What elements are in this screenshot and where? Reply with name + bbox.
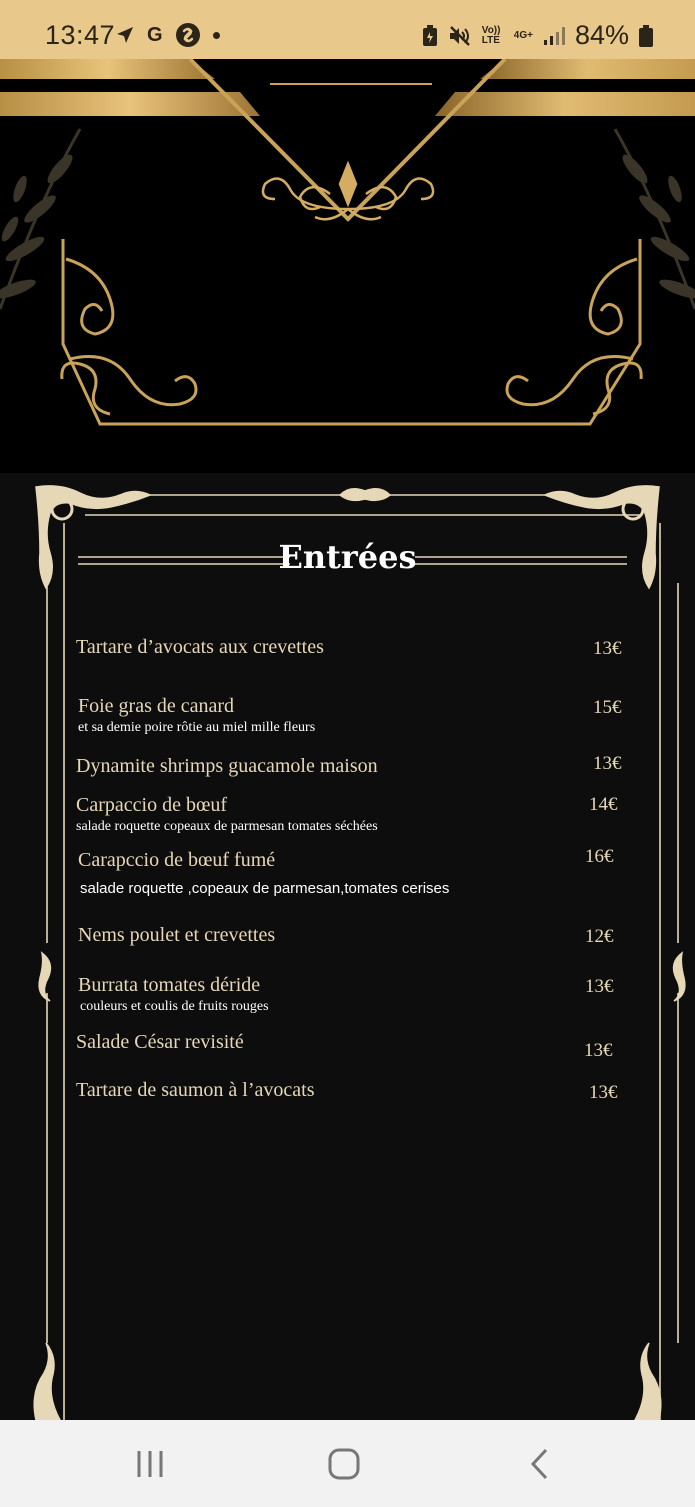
menu-item-price: 16€: [585, 846, 614, 867]
menu-item-price: 13€: [593, 753, 622, 774]
menu-item: [76, 794, 378, 835]
menu-item-description: couleurs et coulis de fruits rouges: [80, 999, 269, 1014]
menu-item: [76, 1031, 244, 1054]
status-time: 13:47: [45, 20, 116, 50]
menu-item-price: 13€: [589, 1082, 618, 1103]
status-bar: [0, 0, 695, 59]
menu-item-name: Burrata tomates déride: [78, 974, 261, 996]
home-button[interactable]: [314, 1440, 374, 1488]
menu-item: [76, 636, 324, 659]
menu-item-price: 15€: [593, 697, 622, 718]
menu-item-description: salade roquette ,copeaux de parmesan,tomates cerises: [80, 880, 450, 897]
menu-item-name: Carapccio de bœuf fumé: [78, 849, 276, 871]
menu-item: [78, 695, 315, 736]
home-icon: [328, 1448, 360, 1480]
header-ornament-graphic: [0, 59, 695, 473]
location-arrow-icon: [115, 25, 135, 45]
notification-dot: [213, 32, 220, 39]
menu-item: [78, 849, 449, 897]
back-button[interactable]: [510, 1440, 570, 1488]
volte-label: Vo)) LTE: [481, 24, 501, 46]
menu-item-price: 12€: [585, 926, 614, 947]
menu-item-description: salade roquette copeaux de parmesan tomates séchées: [76, 819, 378, 834]
menu-item-name: Nems poulet et crevettes: [78, 924, 276, 946]
network-label: 4G+: [513, 29, 533, 41]
menu-item: [76, 1079, 315, 1102]
back-icon: [528, 1448, 552, 1480]
menu-item-name: Carpaccio de bœuf: [76, 794, 228, 816]
shazam-icon: [175, 22, 201, 48]
carrier-badge: G: [147, 23, 163, 46]
menu-section-title: Entrées: [278, 538, 417, 576]
menu-item-name: Salade César revisité: [76, 1031, 244, 1053]
recent-apps-icon: [135, 1449, 165, 1479]
menu-item-name: Dynamite shrimps guacamole maison: [76, 755, 378, 777]
signal-icon: [543, 26, 565, 46]
menu-item-price: 13€: [584, 1040, 613, 1061]
menu-item-price: 13€: [585, 976, 614, 997]
recent-apps-button[interactable]: [120, 1440, 180, 1488]
mute-icon: [448, 25, 472, 47]
menu-item: [78, 974, 269, 1015]
system-navigation-bar: [0, 1420, 695, 1507]
battery-saver-icon: [422, 25, 438, 47]
menu-item-name: Foie gras de canard: [78, 695, 235, 717]
menu-item-price: 14€: [589, 794, 618, 815]
menu-item: [78, 924, 275, 947]
menu-item-price: 13€: [593, 638, 622, 659]
menu-item-description: et sa demie poire rôtie au miel mille fleurs: [78, 720, 316, 735]
header-ornament: [0, 59, 695, 473]
menu-item-name: Tartare de saumon à l’avocats: [76, 1079, 315, 1101]
menu-item: [76, 755, 378, 778]
battery-icon: [639, 25, 653, 47]
menu-item-name: Tartare d’avocats aux crevettes: [76, 636, 324, 658]
battery-level: 84%: [574, 20, 629, 50]
